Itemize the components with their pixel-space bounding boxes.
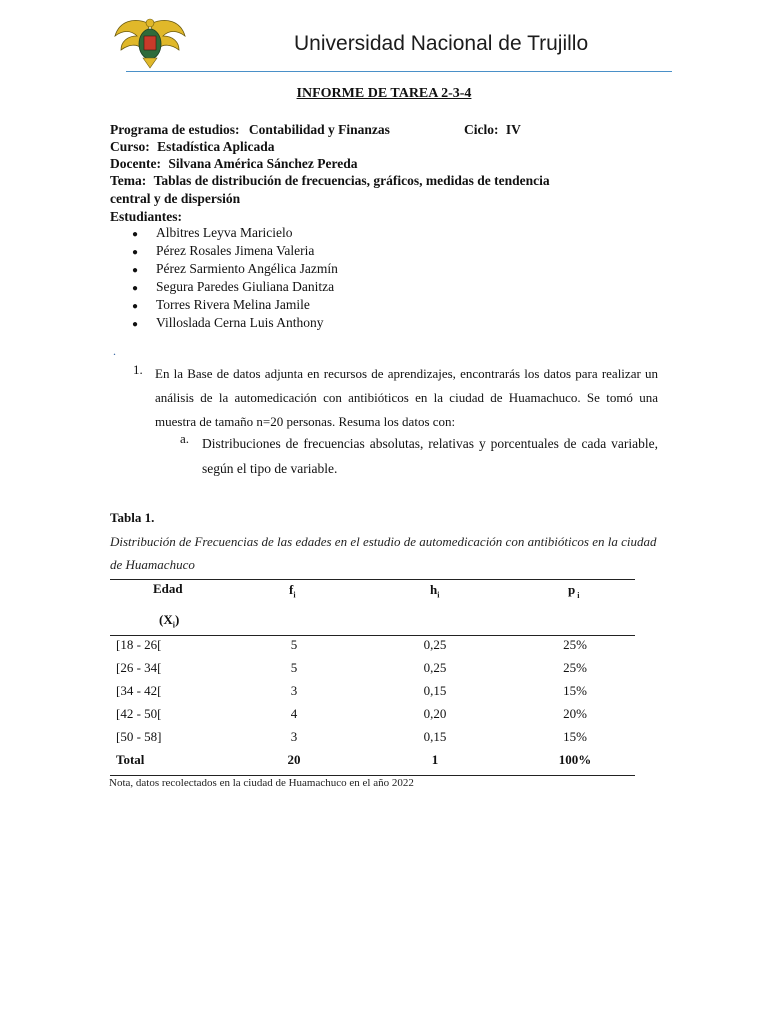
students-list: [132, 224, 338, 332]
list-item: ● Torres Rivera Melina Jamile: [132, 296, 338, 314]
list-item: ● Pérez Sarmiento Angélica Jazmín: [132, 260, 338, 278]
table-note: Nota, datos recolectados en la ciudad de Huamachuco en el año 2022: [109, 777, 414, 789]
table-label: Tabla 1.: [110, 510, 155, 525]
bullet-icon: ●: [132, 229, 139, 240]
estudiantes-label: Estudiantes:: [110, 209, 183, 224]
curso-line: [110, 138, 275, 155]
curso-value: Estadística Aplicada: [157, 139, 275, 154]
list-item: ● Segura Paredes Giuliana Danitza: [132, 278, 338, 296]
ciclo-value: IV: [505, 122, 521, 137]
table-bottom-rule: [110, 775, 635, 776]
tema-label: Tema:: [110, 173, 147, 188]
bullet-icon: ●: [132, 319, 139, 330]
table-header-rule: [110, 635, 635, 636]
header-fi: $f_i$: [289, 582, 296, 600]
header-rule: [126, 71, 672, 72]
tema-line: [110, 172, 550, 189]
bullet-icon: ●: [132, 247, 139, 258]
university-logo: [113, 14, 187, 70]
exercise-number: 1.: [133, 362, 143, 377]
header-pi: p $_i$: [568, 582, 580, 600]
list-item: ● Albitres Leyva Maricielo: [132, 224, 338, 242]
header-xi: $(X_i)$: [159, 612, 180, 630]
stray-dot: .: [113, 344, 116, 358]
exercise-text: En la Base de datos adjunta en recursos de aprendizajes, encontrarás los datos para realizar un análisis de la automedicación con antibióticos en la ciudad de Huamachuco. Se tomó una muestra de tamaño n=20 personas. Resuma los datos con:: [155, 366, 658, 429]
table-top-rule: [110, 579, 635, 580]
docente-label: Docente:: [110, 156, 161, 171]
programa-value: Contabilidad y Finanzas: [248, 122, 390, 137]
list-item: ● Villoslada Cerna Luis Anthony: [132, 314, 338, 332]
ciclo-label: Ciclo:: [464, 122, 499, 137]
bullet-icon: ●: [132, 301, 139, 312]
bullet-icon: ●: [132, 283, 139, 294]
tema-value-2: central y de dispersión: [110, 191, 241, 206]
bullet-icon: ●: [132, 265, 139, 276]
docente-line: [110, 155, 357, 172]
header-edad: Edad: [153, 581, 183, 596]
docente-value: Silvana América Sánchez Pereda: [168, 156, 358, 171]
tema-value-1: Tablas de distribución de frecuencias, gráficos, medidas de tendencia: [153, 173, 550, 188]
programa-line: [110, 121, 390, 138]
header-hi: $h_i$: [430, 582, 440, 600]
sub-text: Distribuciones de frecuencias absolutas, relativas y porcentuales de cada variable, según el tipo de variable.: [202, 436, 658, 476]
table-caption: Distribución de Frecuencias de las edades en el estudio de automedicación con antibióticos en la ciudad de Huamachuco: [110, 534, 657, 572]
ciclo-line: [464, 121, 521, 138]
report-title: INFORME DE TAREA 2-3-4: [296, 86, 472, 101]
list-item: ● Pérez Rosales Jimena Valeria: [132, 242, 338, 260]
curso-label: Curso:: [110, 139, 150, 154]
university-name: Universidad Nacional de Trujillo: [294, 32, 589, 55]
programa-label: Programa de estudios:: [110, 122, 240, 137]
sub-letter: a.: [180, 431, 190, 446]
